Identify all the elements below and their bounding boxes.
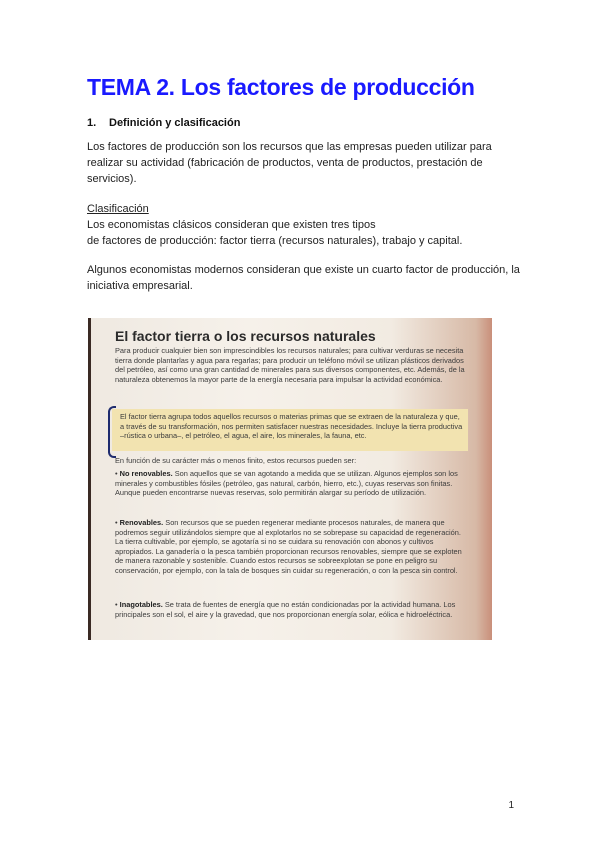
list-item-term: Renovables. xyxy=(119,518,164,527)
list-item-text: Son aquellos que se van agotando a medida que se utilizan. Algunos ejemplos son los minerales y combustibles fósiles (petróleo, gas natural, carbón, hierro, etc.), cuyas reservas son finitas. Aunque pueden encontrarse nuevas reservas, solo permitirán alargar su período de utilización. xyxy=(115,469,458,498)
list-item: • No renovables. Son aquellos que se van agotando a medida que se utilizan. Algunos ejemplos son los minerales y combustibles fósiles (petróleo, gas natural, carbón, hierro, etc.), cuyas reservas son finitas. Aunque pueden encontrarse nuevas reservas, solo permitirán alargar su período de utilización. xyxy=(115,469,458,498)
classification-line-2: de factores de producción: factor tierra (recursos naturales), trabajo y capital. xyxy=(87,235,463,247)
classification-block xyxy=(87,201,527,249)
section-title: Definición y clasificación xyxy=(109,117,241,129)
list-item-term: Inagotables. xyxy=(119,600,163,609)
list-item-text: Se trata de fuentes de energía que no están condicionadas por la actividad humana. Los principales son el sol, el aire y la gravedad, que nos proporcionan energía solar, eólica e hidroeléctrica. xyxy=(115,600,456,619)
photo-intro: Para producir cualquier bien son imprescindibles los recursos naturales; para cultivar verduras se necesita tierra donde plantarlas y agua para regarlas; para producir un teléfono móvil se utilizan plásticos derivados del petróleo, así como una gran cantidad de minerales para sus diversos componentes, etc. Además, de la naturaleza obtenemos la mayor parte de la energía necesaria para impulsar la actividad económica. xyxy=(115,346,465,384)
definition-box xyxy=(112,409,468,451)
definition-paragraph: Los factores de producción son los recursos que las empresas pueden utilizar para realizar su actividad (fabricación de productos, venta de productos, prestación de servicios). xyxy=(87,141,492,185)
list-item: • Renovables. Son recursos que se pueden regenerar mediante procesos naturales, de manera que podremos seguir utilizándolos siempre que al explotarlos no se sobrepase su capacidad de regeneración. La tierra cultivable, por ejemplo, se agotaría si no se cuidara su renovación con abonos y cultivos apropiados. La ganadería o la pesca también proporcionan recursos renovables, siempre que se exploten de manera razonable y sostenible. Cuando estos recursos se sobreexplotan se pone en peligro su conservación, por ejemplo, con la tala de bosques sin cuidar su regeneración, o con la pesca sin control. xyxy=(115,518,462,575)
section-heading xyxy=(87,117,240,129)
list-item: • Inagotables. Se trata de fuentes de energía que no están condicionadas por la actividad humana. Los principales son el sol, el aire y la gravedad, que nos proporcionan energía solar, eólica e hidroeléctrica. xyxy=(115,600,456,619)
definition-box-text: El factor tierra agrupa todos aquellos recursos o materias primas que se extraen de la naturaleza y que, a través de su transformación, nos permiten satisfacer nuestras necesidades. Incluye la tierra productiva –rústica o urbana–, el petróleo, el agua, el aire, los minerales, la fauna, etc. xyxy=(120,412,463,441)
page-title: TEMA 2. Los factores de producción xyxy=(87,74,475,100)
classification-line-1: Los economistas clásicos consideran que existen tres tipos xyxy=(87,219,376,231)
textbook-photo xyxy=(88,318,492,640)
photo-lead: En función de su carácter más o menos finito, estos recursos pueden ser: xyxy=(115,456,357,465)
page-number: 1 xyxy=(508,800,514,811)
classification-heading: Clasificación xyxy=(87,203,149,215)
list-item-text: Son recursos que se pueden regenerar mediante procesos naturales, de manera que podremos seguir utilizándolos siempre que al explotarlos no se sobrepase su capacidad de regeneración. La tierra cultivable, por ejemplo, se agotaría si no se cuidara su renovación con abonos y cultivos apropiados. La ganadería o la pesca también proporcionan recursos renovables, siempre que se exploten de manera razonable y sostenible. Cuando estos recursos se sobreexplotan se pone en peligro su conservación, por ejemplo, con la tala de bosques sin cuidar su regeneración, o con la pesca sin control. xyxy=(115,518,462,575)
modern-economists-paragraph: Algunos economistas modernos consideran que existe un cuarto factor de producción, la iniciativa empresarial. xyxy=(87,264,520,292)
section-number: 1. xyxy=(87,117,97,129)
page-binding-shadow xyxy=(88,318,91,640)
photo-title: El factor tierra o los recursos naturales xyxy=(115,328,376,344)
list-item-term: No renovables. xyxy=(119,469,173,478)
